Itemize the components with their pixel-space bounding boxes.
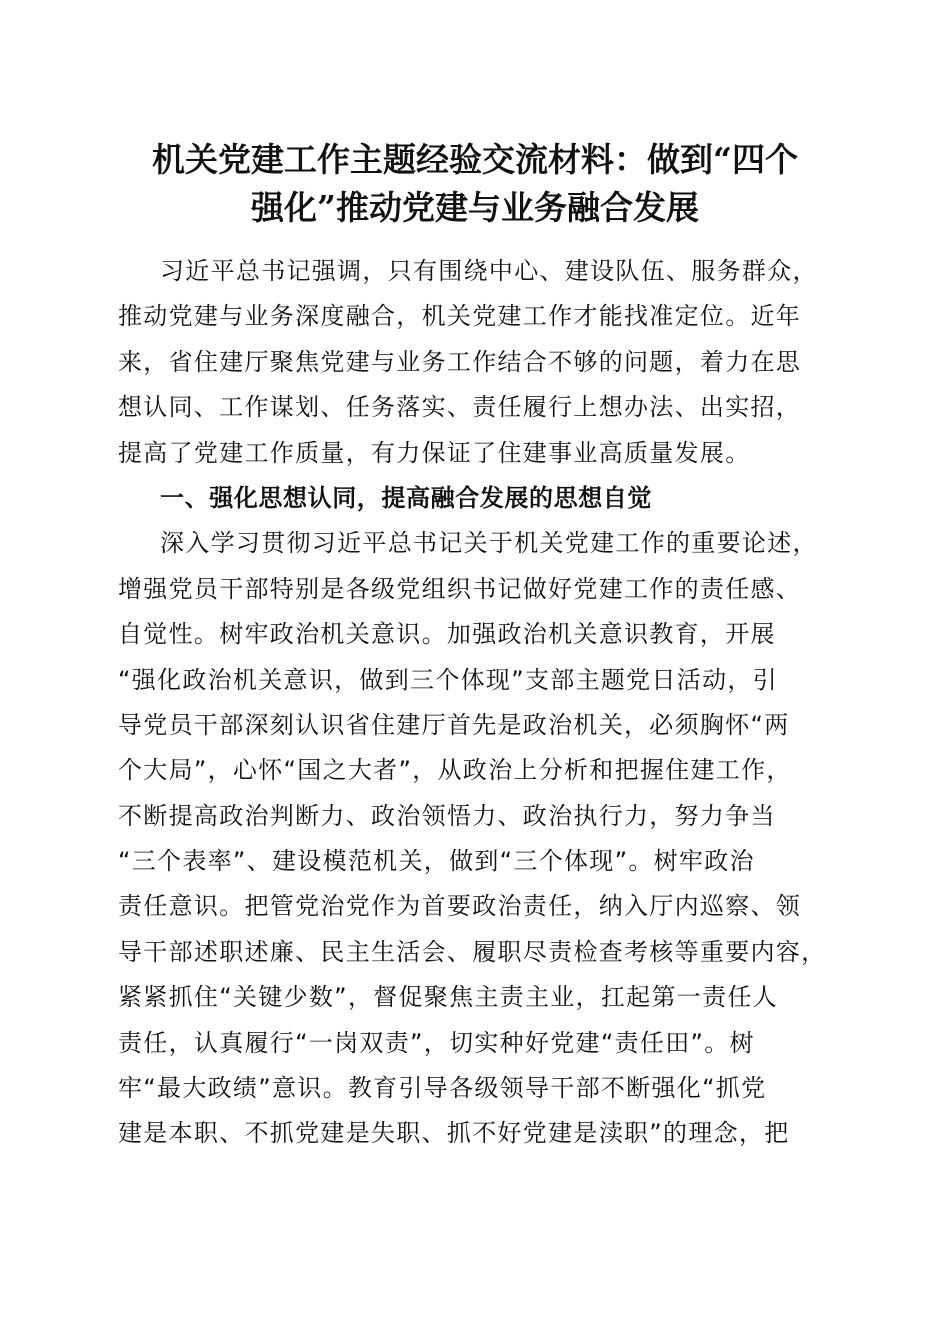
intro-line: 提高了党建工作质量，有力保证了住建事业高质量发展。 — [118, 438, 751, 467]
section-1-line: 责任，认真履行“一岗双责”，切实种好党建“责任田”。树 — [118, 1028, 755, 1057]
section-1-paragraph — [118, 521, 830, 1156]
intro-line: 推动党建与业务深度融合，机关党建工作才能找准定位。近年 — [118, 302, 802, 331]
section-1-heading: 一、强化思想认同，提高融合发展的思想自觉 — [160, 483, 652, 512]
intro-line: 习近平总书记强调，只有围绕中心、建设队伍、服务群众， — [160, 257, 818, 285]
section-1-line: 增强党员干部特别是各级党组织书记做好党建工作的责任感、 — [118, 574, 802, 603]
section-1-line: “强化政治机关意识，做到三个体现”支部主题党日活动，引 — [118, 665, 778, 694]
intro-paragraph — [118, 249, 830, 476]
section-1-line: 导干部述职述廉、民主生活会、履职尽责检查考核等重要内容， — [118, 937, 827, 966]
intro-line: 想认同、工作谋划、任务落实、责任履行上想办法、出实招， — [118, 393, 802, 422]
intro-line: 来，省住建厅聚焦党建与业务工作结合不够的问题，着力在思 — [118, 347, 802, 376]
section-1-line: 不断提高政治判断力、政治领悟力、政治执行力，努力争当 — [118, 801, 776, 830]
section-1-line: 紧紧抓住“关键少数”，督促聚焦主责主业，扛起第一责任人 — [118, 983, 778, 1012]
section-1-line: “三个表率”、建设模范机关，做到“三个体现”。树牢政治 — [118, 847, 755, 876]
section-1-line: 建是本职、不抓党建是失职、抓不好党建是渎职”的理念，把 — [118, 1119, 790, 1148]
section-1-line: 牢“最大政绩”意识。教育引导各级领导干部不断强化“抓党 — [118, 1074, 767, 1103]
document-body — [118, 249, 830, 1157]
section-1-line: 责任意识。把管党治党作为首要政治责任，纳入厅内巡察、领 — [118, 892, 802, 921]
section-1-line: 导党员干部深刻认识省住建厅首先是政治机关，必须胸怀“两 — [118, 710, 790, 739]
section-1-line: 深入学习贯彻习近平总书记关于机关党建工作的重要论述， — [160, 529, 818, 558]
section-1-line: 自觉性。树牢政治机关意识。加强政治机关意识教育，开展 — [118, 620, 776, 649]
document-title — [110, 136, 840, 232]
section-1-line: 个大局”，心怀“国之大者”，从政治上分析和把握住建工作， — [118, 756, 792, 785]
title-line-2: 强化”推动党建与业务融合发展 — [251, 188, 699, 227]
title-line-1: 机关党建工作主题经验交流材料：做到“四个 — [152, 140, 798, 179]
